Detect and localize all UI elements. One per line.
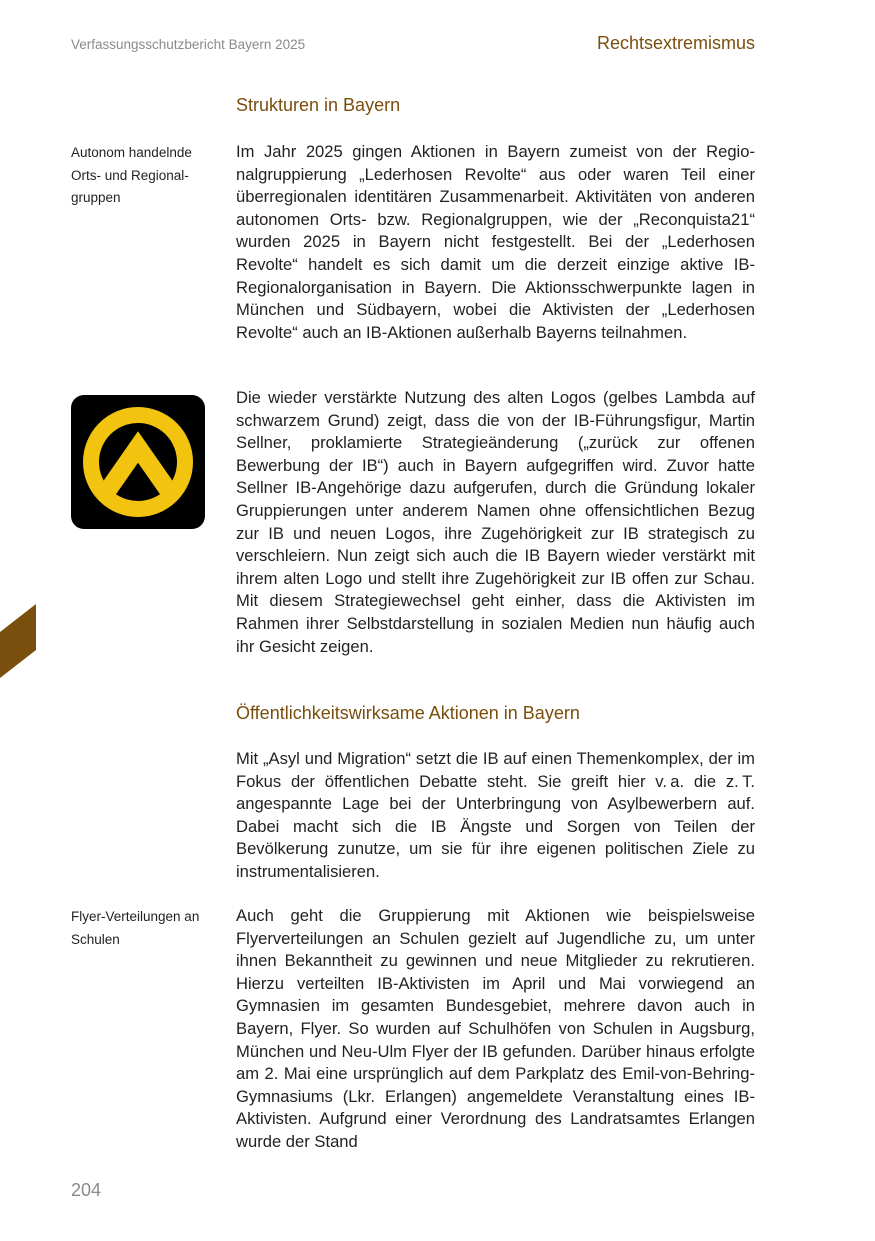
page-number: 204 (71, 1180, 102, 1200)
paragraph-regionalgruppen: Im Jahr 2025 gingen Aktionen in Bayern zumeist von der Regionalgruppierung „Lederhosen Revolte“ aus oder waren Teil einer überregionalen identitären Zusammenarbeit. Aktivitäten von anderen autonomen Orts- bzw. Regionalgruppen, wie der „Reconquista21“ wurden 2025 in Bayern nicht festgestellt. Bei der „Lederhosen Revolte“ handelt es sich damit um die derzeit einzige aktive IB-Regionalorganisation in Bayern. Die Aktionsschwerpunkte lagen in München und Südbayern, wobei die Aktivisten der „Lederhosen Revolte“ auch an IB-Aktionen außerhalb Bayerns teilnahmen. (236, 142, 755, 342)
chapter-tab-marker (0, 604, 36, 678)
margin-note-flyer: Flyer-Verteilungen an Schulen (71, 909, 200, 947)
margin-note-regionalgruppen: Autonom handelnde Orts- und Regionalgruppen (71, 145, 192, 205)
section-heading-strukturen: Strukturen in Bayern (236, 95, 401, 115)
paragraph-asyl-migration: Mit „Asyl und Migration“ setzt die IB auf einen Themenkomplex, der im Fokus der öffentlichen Debatte steht. Sie greift hier v. a. die z. T. angespannte Lage bei der Unterbringung von Asylbewerbern auf. Dabei macht sich die IB Ängste und Sorgen von Teilen der Bevölkerung zunutze, um sie für ihre eigenen politischen Ziele zu instrumentalisieren. (236, 749, 755, 881)
lambda-logo-icon (71, 395, 205, 529)
paragraph-flyer-verteilungen: Auch geht die Gruppierung mit Aktionen wie beispielsweise Flyerverteilungen an Schulen gezielt auf Jugendliche zu, um unter ihnen Bekanntheit zu gewinnen und neue Mitglieder zu rekrutieren. Hierzu verteilten IB-Aktivisten im April und Mai vorwiegend an Gymnasien im gesamten Bundesgebiet, mehrere davon auch in Bayern, Flyer. So wurden auf Schulhöfen von Schulen in Augsburg, München und Neu-Ulm Flyer der IB gefunden. Darüber hinaus erfolgte am 2. Mai eine ursprünglich auf dem Parkplatz des Emil-von-Behring-Gymnasiums (Lkr. Erlangen) angemeldete Veranstaltung eines IB-Aktivisten. Aufgrund einer Verordnung des Landratsamtes Erlangen wurde der Stand (236, 906, 755, 1151)
section-heading-aktionen: Öffentlichkeitswirksame Aktionen in Bayern (236, 703, 580, 723)
running-header-publication: Verfassungsschutzbericht Bayern 2025 (71, 37, 306, 52)
running-header-chapter: Rechtsextremismus (596, 33, 755, 53)
paragraph-logo-strategie: Die wieder verstärkte Nutzung des alten Logos (gelbes Lambda auf schwarzem Grund) zeigt, dass die von der IB-Führungsfigur, Martin Sellner, proklamierte Strategieänderung („zurück zur offenen Bewerbung der IB“) auch in Bayern aufgegriffen wird. Zuvor hatte Sellner IB-Angehörige dazu aufgerufen, durch die Gründung lokaler Gruppierungen unter anderem Namen ohne offensichtlichen Bezug zur IB und neuen Logos, ihre Zugehörigkeit zur IB strategisch zu verschleiern. Nun zeigt sich auch die IB Bayern wieder verstärkt mit ihrem alten Logo und stellt ihre Zugehörigkeit zur IB offen zur Schau. Mit diesem Strategiewechsel geht einher, dass die Aktivisten im Rahmen ihrer Selbstdarstellung in sozialen Medien nun häufig auch ihr Gesicht zeigen. (236, 388, 755, 656)
